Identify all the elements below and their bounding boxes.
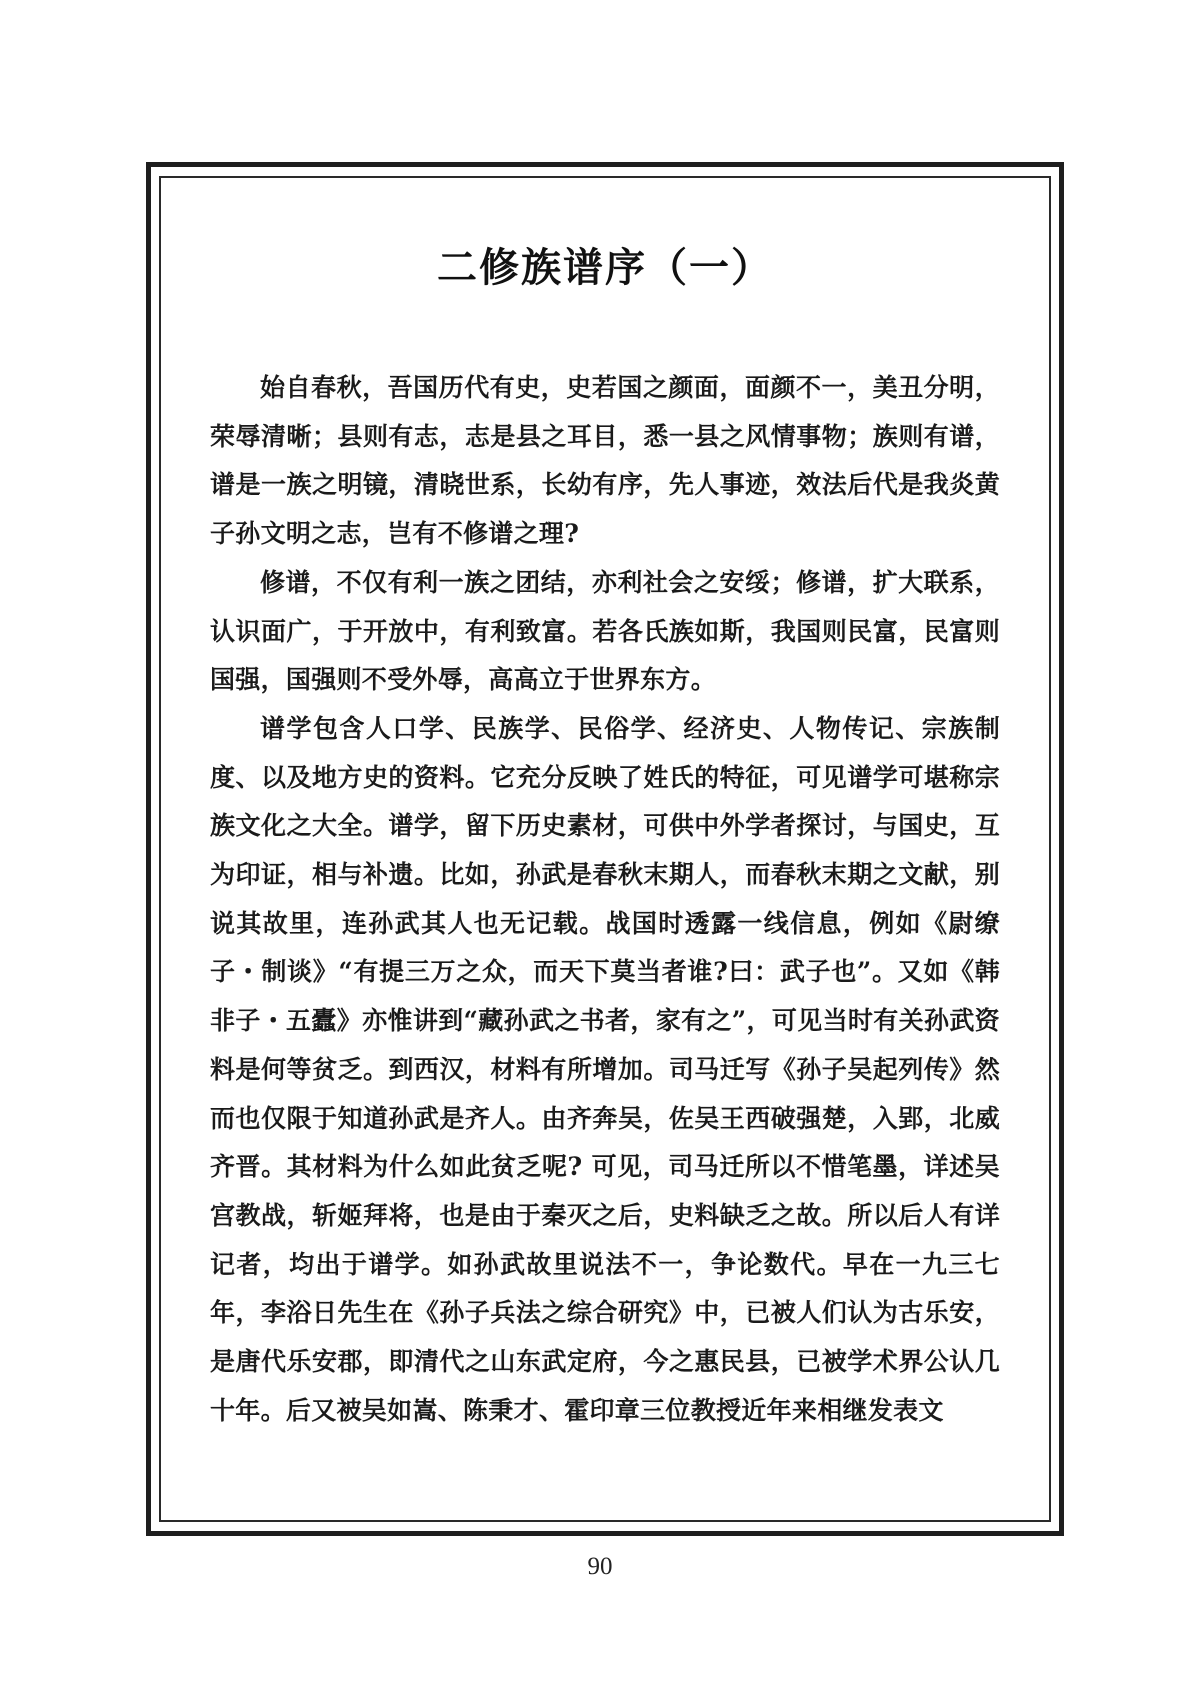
body-text bbox=[210, 364, 1000, 1435]
page-number: 90 bbox=[587, 1553, 613, 1580]
page-title: 二修族谱序（一） bbox=[437, 244, 773, 291]
paragraph-2: 修谱，不仅有利一族之团结，亦利社会之安绥；修谱，扩大联系，认识面广，于开放中，有利致富。若各氏族如斯，我国则民富，民富则国强，国强则不受外辱，高高立于世界东方。 bbox=[210, 567, 1000, 695]
paragraph-3: 谱学包含人口学、民族学、民俗学、经济史、人物传记、宗族制度、以及地方史的资料。它充分反映了姓氏的特征，可见谱学可堪称宗族文化之大全。谱学，留下历史素材，可供中外学者探讨，与国史，互为印证，相与补遗。比如，孙武是春秋末期人，而春秋末期之文献，别说其故里，连孙武其人也无记载。战国时透露一线信息，例如《尉缭子・制谈》“有提三万之众，而天下莫当者谁?曰：武子也”。又如《韩非子・五蠹》亦惟讲到“藏孙武之书者，家有之”，可见当时有关孙武资料是何等贫乏。到西汉，材料有所增加。司马迁写《孙子吴起列传》然而也仅限于知道孙武是齐人。由齐奔吴，佐吴王西破强楚，入郢，北威齐晋。其材料为什么如此贫乏呢? 可见，司马迁所以不惜笔墨，详述吴宫教战，斩姬拜将，也是由于秦灭之后，史料缺乏之故。所以后人有详记者，均出于谱学。如孙武故里说法不一，争论数代。早在一九三七年，李浴日先生在《孙子兵法之综合研究》中，已被人们认为古乐安，是唐代乐安郡，即清代之山东武定府，今之惠民县，已被学术界公认几十年。后又被吴如嵩、陈秉才、霍印章三位教授近年来相继发表文 bbox=[210, 713, 1000, 1425]
paragraph-1: 始自春秋，吾国历代有史，史若国之颜面，面颜不一，美丑分明，荣辱清晰；县则有志，志是县之耳目，悉一县之风情事物；族则有谱，谱是一族之明镜，清晓世系，长幼有序，先人事迹，效法后代是我炎黄子孙文明之志，岂有不修谱之理? bbox=[210, 373, 1000, 549]
